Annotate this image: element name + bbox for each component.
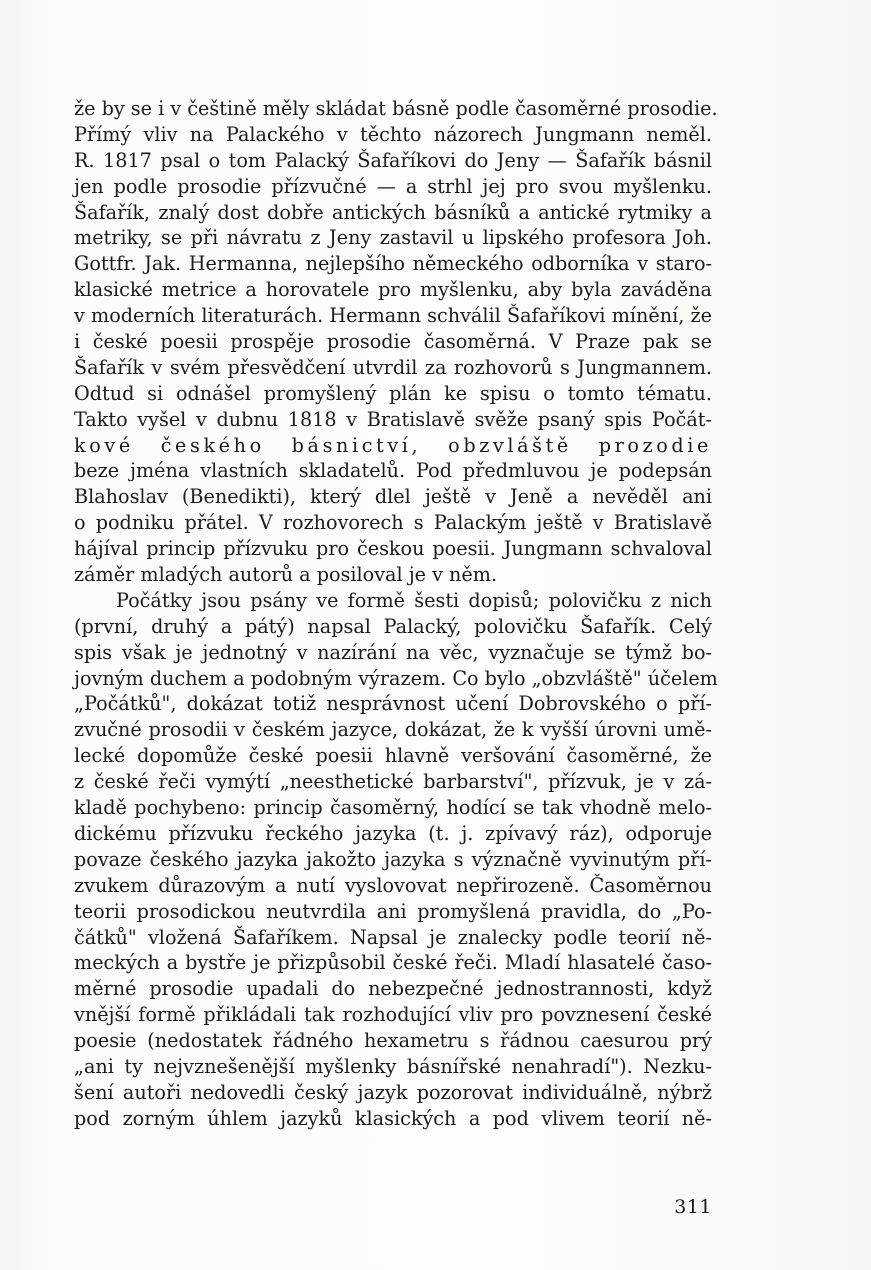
text-line: Přímý vliv na Palackého v těchto názorech Jungmann neměl.: [74, 122, 712, 146]
text-line: Gottfr. Jak. Hermanna, nejlepšího německého odborníka v staro-: [74, 252, 712, 276]
book-title-spaced-line: kové českého básnictví, obzvláště prozodie: [74, 433, 712, 457]
text-line: Blahoslav (Benedikti), který dlel ještě v Jeně a nevěděl ani: [74, 485, 712, 509]
text-line: v moderních literaturách. Hermann schválil Šafaříkovi mínění, že: [74, 304, 712, 328]
text-line: klasické metrice a horovatele pro myšlenku, aby byla zaváděna: [74, 278, 712, 302]
text-line: beze jména vlastních skladatelů. Pod předmluvou je podepsán: [74, 459, 712, 483]
text-line: (první, druhý a pátý) napsal Palacký, polovičku Šafařík. Celý: [74, 614, 712, 638]
text-line: jovným duchem a podobným výrazem. Co bylo „obzvláště" účelem: [74, 666, 718, 690]
text-line: Šafařík, znalý dost dobře antických básníků a antické rytmiky a: [74, 200, 712, 224]
text-line: meckých a bystře je přizpůsobil české řeči. Mladí hlasatelé časo-: [74, 951, 712, 975]
paragraph-end-line: záměr mladých autorů a posiloval je v něm.: [74, 563, 498, 587]
text-line: pod zorným úhlem jazyků klasických a pod vlivem teorií ně-: [74, 1106, 712, 1130]
text-line: měrné prosodie upadali do nebezpečné jednostrannosti, když: [74, 977, 712, 1001]
text-line: zvukem důrazovým a nutí vyslovovat nepřirozeně. Časoměrnou: [74, 873, 712, 897]
text-line: kladě pochybeno: princip časoměrný, hodící se tak vhodně melo-: [74, 796, 712, 820]
text-line: povaze českého jazyka jakožto jazyka s význačně vyvinutým pří-: [74, 847, 712, 871]
text-line: hájíval princip přízvuku pro českou poesii. Jungmann schvaloval: [74, 537, 712, 561]
text-line: R. 1817 psal o tom Palacký Šafaříkovi do Jeny — Šafařík básnil: [74, 148, 712, 172]
text-line: lecké dopomůže české poesii hlavně veršování časoměrné, že: [74, 744, 712, 768]
text-line: Šafařík v svém přesvědčení utvrdil za rozhovorů s Jungmannem.: [74, 355, 712, 379]
body-text: [74, 96, 718, 1132]
text-line: „ani ty nejvznešenější myšlenky básnířské nenahradí"). Nezku-: [74, 1054, 712, 1078]
text-line: Takto vyšel v dubnu 1818 v Bratislavě svěže psaný spis Počát-: [74, 407, 712, 431]
paragraph-start-line: Počátky jsou psány ve formě šesti dopisů; polovičku z nich: [116, 588, 712, 612]
text-line: zvučné prosodii v českém jazyce, dokázat, že k vyšší úrovni umě-: [74, 718, 712, 742]
text-line: šení autoři nedovedli český jazyk pozorovat individuálně, nýbrž: [74, 1080, 712, 1104]
page-number: 311: [674, 1196, 712, 1218]
text-line: o podniku přátel. V rozhovorech s Palackým ještě v Bratislavě: [74, 511, 712, 535]
text-line: i české poesii prospěje prosodie časoměrná. V Praze pak se: [74, 330, 712, 354]
text-line: z české řeči vymýtí „neesthetické barbarství", přízvuk, je v zá-: [74, 770, 712, 794]
text-line: teorii prosodickou neutvrdila ani promyšlená pravidla, do „Po-: [74, 899, 712, 923]
text-line: „Počátků", dokázat totiž nesprávnost učení Dobrovského o pří-: [74, 692, 712, 716]
text-line: dickému přízvuku řeckého jazyka (t. j. zpívavý ráz), odporuje: [74, 821, 712, 845]
text-line: vnější formě přikládali tak rozhodující vliv pro povznesení české: [74, 1003, 712, 1027]
text-line: metriky, se při návratu z Jeny zastavil u lipského profesora Joh.: [74, 226, 712, 250]
text-line: že by se i v češtině měly skládat básně podle časoměrné prosodie.: [74, 97, 718, 120]
text-line: poesie (nedostatek řádného hexametru s řádnou caesurou prý: [74, 1029, 712, 1053]
text-line: jen podle prosodie přízvučné — a strhl jej pro svou myšlenku.: [74, 174, 712, 198]
text-line: spis však je jednotný v nazírání na věc, vyznačuje se týmž bo-: [74, 640, 712, 664]
text-line: Odtud si odnášel promyšlený plán ke spisu o tomto tématu.: [74, 381, 712, 405]
text-line: čátků" vložená Šafaříkem. Napsal je znalecky podle teorií ně-: [74, 925, 712, 949]
